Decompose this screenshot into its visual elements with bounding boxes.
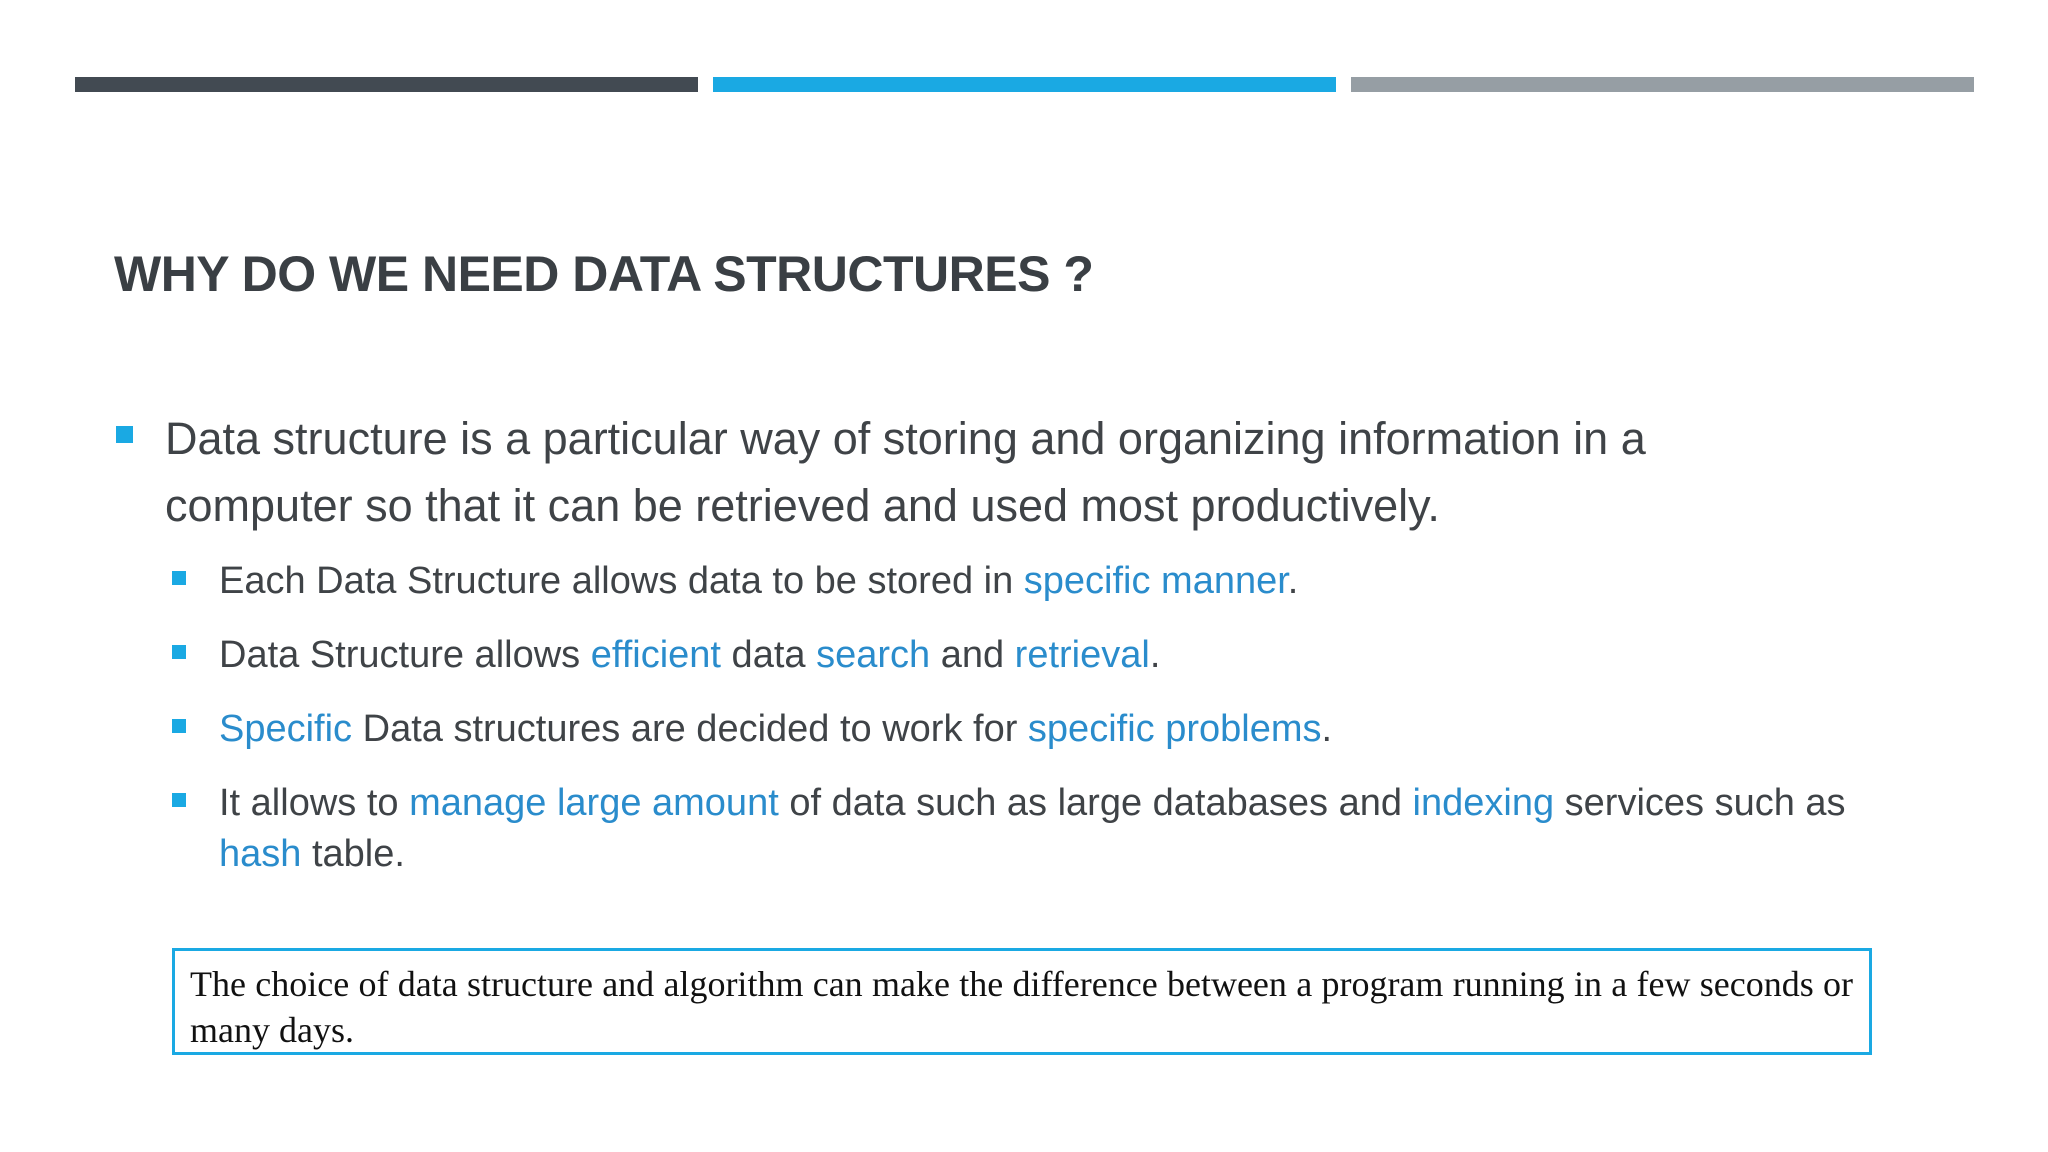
sub-bullet-text — [219, 630, 1930, 681]
square-bullet-icon — [116, 426, 133, 443]
sub-bullet-item — [170, 778, 1930, 880]
square-bullet-icon — [172, 719, 186, 733]
header-bar-gray — [1351, 77, 1974, 92]
square-bullet-icon — [172, 571, 186, 585]
main-bullet — [114, 405, 1814, 539]
highlighted-text-run: efficient — [590, 634, 721, 676]
text-run: . — [1321, 708, 1333, 750]
main-bullet-text: Data structure is a particular way of storing and organizing information in a computer so that it can be retrieved and used most productively. — [165, 413, 1646, 531]
square-bullet-icon — [172, 793, 186, 807]
text-run: and — [930, 634, 1015, 676]
sub-bullet-item — [170, 630, 1930, 681]
sub-bullet-list — [170, 556, 1930, 903]
text-run: Data Structure allows — [219, 634, 591, 676]
highlighted-text-run: manage large amount — [409, 782, 779, 824]
highlighted-text-run: Specific — [219, 708, 353, 750]
text-run: . — [1287, 560, 1299, 602]
text-run: Each Data Structure allows data to be stored in — [219, 560, 1024, 602]
slide-title: WHY DO WE NEED DATA STRUCTURES ? — [114, 246, 1094, 302]
text-run: table. — [301, 833, 405, 875]
square-bullet-icon — [172, 645, 186, 659]
highlighted-text-run: specific problems — [1027, 708, 1322, 750]
highlighted-text-run: search — [816, 634, 931, 676]
sub-bullet-item — [170, 704, 1930, 755]
highlighted-text-run: hash — [219, 833, 302, 875]
text-run: Data structures are decided to work for — [352, 708, 1028, 750]
note-box — [172, 948, 1872, 1055]
sub-bullet-item — [170, 556, 1930, 607]
text-run: It allows to — [219, 782, 410, 824]
note-text: The choice of data structure and algorithm can make the difference between a program running in a few seconds or many days. — [190, 964, 1853, 1050]
text-run: services such as — [1554, 782, 1846, 824]
text-run: of data such as large databases and — [778, 782, 1413, 824]
sub-bullet-text — [219, 778, 1930, 880]
text-run: data — [721, 634, 817, 676]
highlighted-text-run: retrieval — [1014, 634, 1150, 676]
header-bar-accent — [713, 77, 1336, 92]
highlighted-text-run: indexing — [1412, 782, 1555, 824]
header-bar-dark — [75, 77, 698, 92]
highlighted-text-run: specific manner — [1023, 560, 1288, 602]
sub-bullet-text — [219, 556, 1930, 607]
sub-bullet-text — [219, 704, 1930, 755]
text-run: . — [1149, 634, 1161, 676]
